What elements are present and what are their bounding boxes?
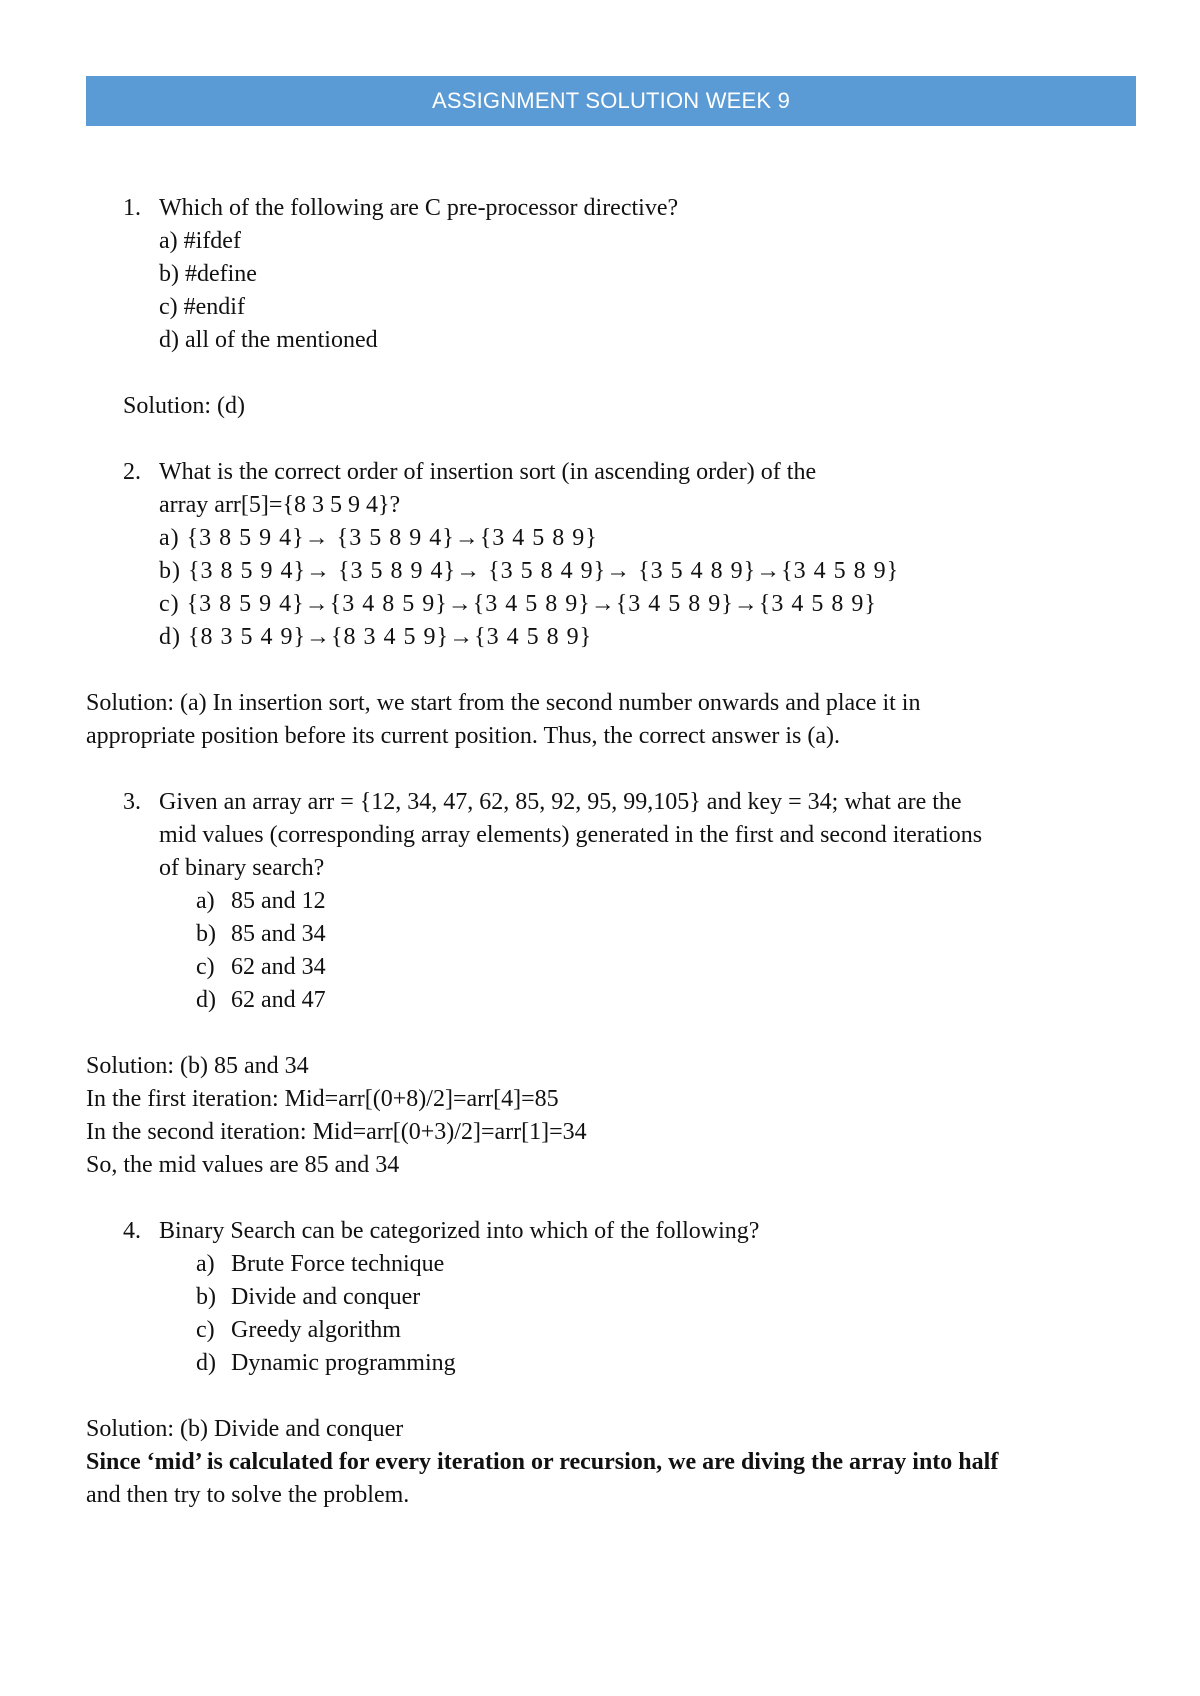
option-d: d) {8 3 5 4 9}→{8 3 4 5 9}→{3 4 5 8 9} bbox=[159, 624, 593, 650]
solution-2 bbox=[86, 687, 1136, 753]
option-text: 62 and 34 bbox=[231, 954, 326, 980]
option-text: Brute Force technique bbox=[231, 1251, 445, 1277]
option-text: Greedy algorithm bbox=[231, 1317, 401, 1343]
solution-answer: Solution: (b) Divide and conquer bbox=[86, 1416, 404, 1442]
explanation-line-2: and then try to solve the problem. bbox=[86, 1482, 410, 1508]
question-number: 3. bbox=[123, 789, 141, 815]
page-title: ASSIGNMENT SOLUTION WEEK 9 bbox=[86, 76, 1136, 126]
question-1 bbox=[86, 192, 1136, 357]
option-letter: b) bbox=[196, 921, 216, 947]
explanation-line-1: In the first iteration: Mid=arr[(0+8)/2]=arr[4]=85 bbox=[86, 1086, 559, 1112]
option-letter: d) bbox=[196, 1350, 216, 1376]
document-content bbox=[86, 192, 1136, 1512]
question-text: Binary Search can be categorized into which of the following? bbox=[159, 1218, 760, 1244]
option-d: d) all of the mentioned bbox=[159, 327, 378, 353]
question-text-line-2: array arr[5]={8 3 5 9 4}? bbox=[159, 492, 401, 518]
option-letter: c) bbox=[196, 1317, 215, 1343]
option-letter: b) bbox=[196, 1284, 216, 1310]
option-list bbox=[159, 225, 1136, 357]
option-list bbox=[159, 885, 1136, 1017]
option-text: Dynamic programming bbox=[231, 1350, 456, 1376]
solution-3 bbox=[86, 1050, 1136, 1182]
explanation-line-3: So, the mid values are 85 and 34 bbox=[86, 1152, 400, 1178]
question-4 bbox=[86, 1215, 1136, 1380]
question-text-line-1: What is the correct order of insertion sort (in ascending order) of the bbox=[159, 459, 817, 485]
solution-line-1: Solution: (a) In insertion sort, we start from the second number onwards and place it in bbox=[86, 690, 921, 716]
question-2 bbox=[86, 456, 1136, 654]
question-number: 2. bbox=[123, 459, 141, 485]
question-number: 4. bbox=[123, 1218, 141, 1244]
option-b bbox=[159, 1281, 1136, 1314]
option-letter: a) bbox=[196, 888, 215, 914]
option-text: Divide and conquer bbox=[231, 1284, 421, 1310]
option-d bbox=[159, 984, 1136, 1017]
solution-line-2: appropriate position before its current position. Thus, the correct answer is (a). bbox=[86, 723, 840, 749]
solution-answer: Solution: (b) 85 and 34 bbox=[86, 1053, 309, 1079]
solution-4 bbox=[86, 1413, 1136, 1512]
option-c: c) {3 8 5 9 4}→{3 4 8 5 9}→{3 4 5 8 9}→{3 4 5 8 9}→{3 4 5 8 9} bbox=[159, 591, 877, 617]
option-b: b) #define bbox=[159, 261, 257, 287]
question-text-line-1: Given an array arr = {12, 34, 47, 62, 85, 92, 95, 99,105} and key = 34; what are the bbox=[159, 789, 962, 815]
option-a: a) #ifdef bbox=[159, 228, 241, 254]
solution-1: Solution: (d) bbox=[123, 393, 246, 419]
option-letter: a) bbox=[196, 1251, 215, 1277]
option-a bbox=[159, 1248, 1136, 1281]
option-list bbox=[159, 522, 1136, 654]
question-text-line-3: of binary search? bbox=[159, 855, 325, 881]
option-c bbox=[159, 951, 1136, 984]
option-text: 85 and 12 bbox=[231, 888, 326, 914]
explanation-line-2: In the second iteration: Mid=arr[(0+3)/2]=arr[1]=34 bbox=[86, 1119, 587, 1145]
option-letter: d) bbox=[196, 987, 216, 1013]
explanation-line-1: Since ‘mid’ is calculated for every iteration or recursion, we are diving the array into half bbox=[86, 1449, 999, 1475]
option-c bbox=[159, 1314, 1136, 1347]
question-3 bbox=[86, 786, 1136, 1017]
option-list bbox=[159, 1248, 1136, 1380]
option-b bbox=[159, 918, 1136, 951]
question-text-line-2: mid values (corresponding array elements) generated in the first and second iterations bbox=[159, 822, 983, 848]
option-c: c) #endif bbox=[159, 294, 245, 320]
option-a bbox=[159, 885, 1136, 918]
option-text: 62 and 47 bbox=[231, 987, 326, 1013]
question-number: 1. bbox=[123, 195, 141, 221]
option-letter: c) bbox=[196, 954, 215, 980]
option-b: b) {3 8 5 9 4}→ {3 5 8 9 4}→ {3 5 8 4 9}→ {3 5 4 8 9}→{3 4 5 8 9} bbox=[159, 558, 900, 584]
option-d bbox=[159, 1347, 1136, 1380]
option-text: 85 and 34 bbox=[231, 921, 326, 947]
question-text: Which of the following are C pre-processor directive? bbox=[159, 195, 679, 221]
option-a: a) {3 8 5 9 4}→ {3 5 8 9 4}→{3 4 5 8 9} bbox=[159, 525, 598, 551]
